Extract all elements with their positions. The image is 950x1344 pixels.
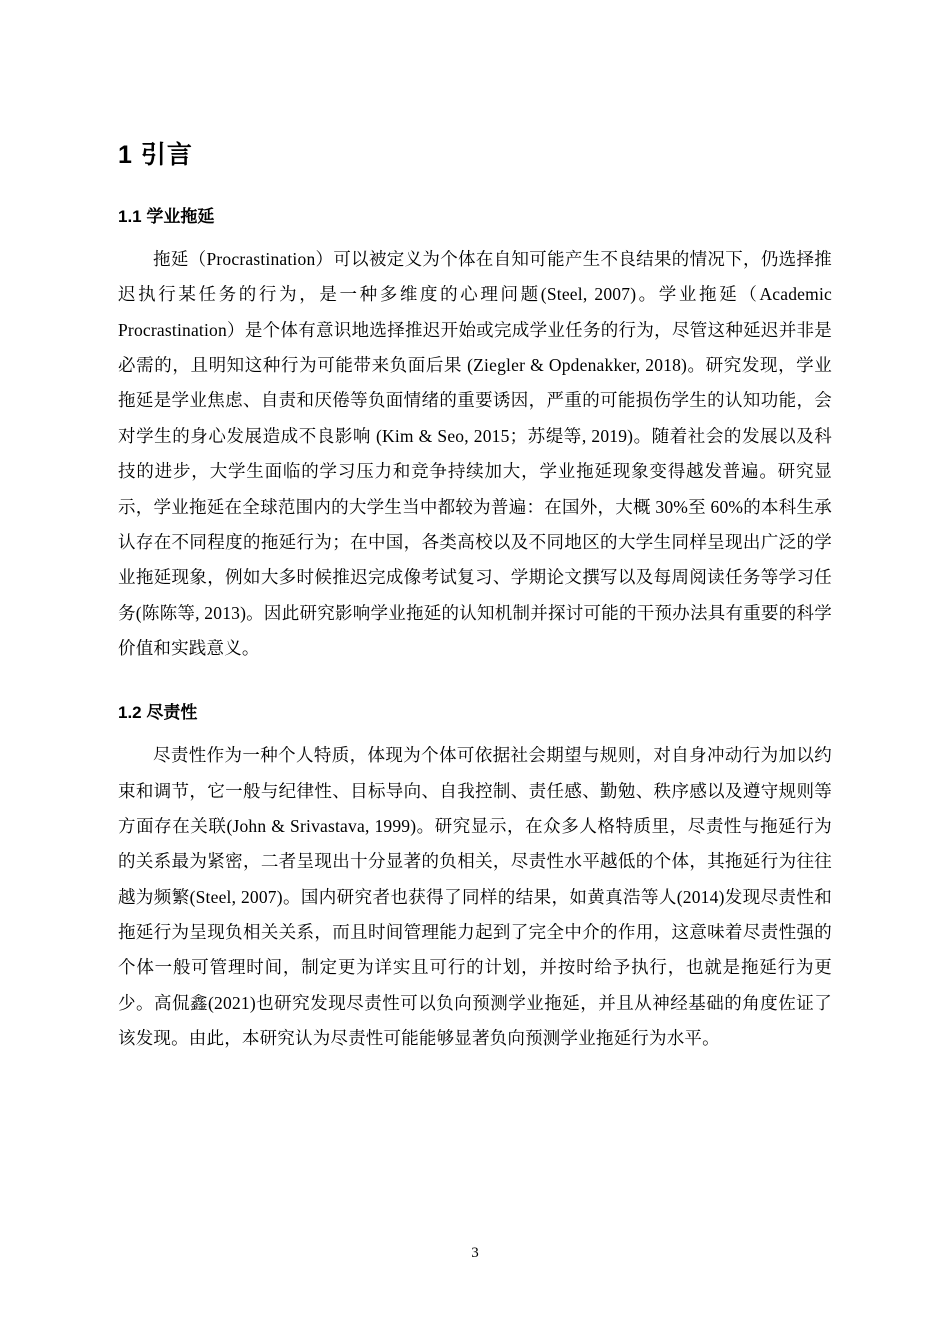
page-title: 1 引言: [118, 141, 193, 169]
paragraph-1-1: 拖延（Procrastination）可以被定义为个体在自知可能产生不良结果的情况下，仍选择推迟执行某任务的行为，是一种多维度的心理问题(Steel, 2007)。学业拖延（Academic Procrastination）是个体有意识地选择推迟开始或完成学业任务的行为，尽管这种延迟并非是必需的，且明知这种行为可能带来负面后果 (Ziegler & Opdenakker, 2018)。研究发现，学业拖延是学业焦虑、自责和厌倦等负面情绪的重要诱因，严重的可能损伤学生的认知功能，会对学生的身心发展造成不良影响 (Kim & Seo, 2015；苏缇等, 2019)。随着社会的发展以及科技的进步，大学生面临的学习压力和竞争持续加大，学业拖延现象变得越发普遍。研究显示，学业拖延在全球范围内的大学生当中都较为普遍：在国外，大概 30%至 60%的本科生承认存在不同程度的拖延行为；在中国，各类高校以及不同地区的大学生同样呈现出广泛的学业拖延现象，例如大多时候推迟完成像考试复习、学期论文撰写以及每周阅读任务等学习任务(陈陈等, 2013)。因此研究影响学业拖延的认知机制并探讨可能的干预办法具有重要的科学价值和实践意义。: [118, 249, 832, 658]
page-number: 3: [471, 1245, 479, 1261]
page-content: [118, 140, 832, 1056]
subsection-heading-2: 1.2 尽责性: [118, 703, 198, 723]
paragraph-2-1: 尽责性作为一种个人特质，体现为个体可依据社会期望与规则，对自身冲动行为加以约束和调节，它一般与纪律性、目标导向、自我控制、责任感、勤勉、秩序感以及遵守规则等方面存在关联(John & Srivastava, 1999)。研究显示，在众多人格特质里，尽责性与拖延行为的关系最为紧密，二者呈现出十分显著的负相关，尽责性水平越低的个体，其拖延行为往往越为频繁(Steel, 2007)。国内研究者也获得了同样的结果，如黄真浩等人(2014)发现尽责性和拖延行为呈现负相关关系，而且时间管理能力起到了完全中介的作用，这意味着尽责性强的个体一般可管理时间，制定更为详实且可行的计划，并按时给予执行，也就是拖延行为更少。高侃鑫(2021)也研究发现尽责性可以负向预测学业拖延，并且从神经基础的角度佐证了该发现。由此，本研究认为尽责性可能能够显著负向预测学业拖延行为水平。: [118, 745, 832, 1049]
subsection-heading-1: 1.1 学业拖延: [118, 207, 215, 226]
